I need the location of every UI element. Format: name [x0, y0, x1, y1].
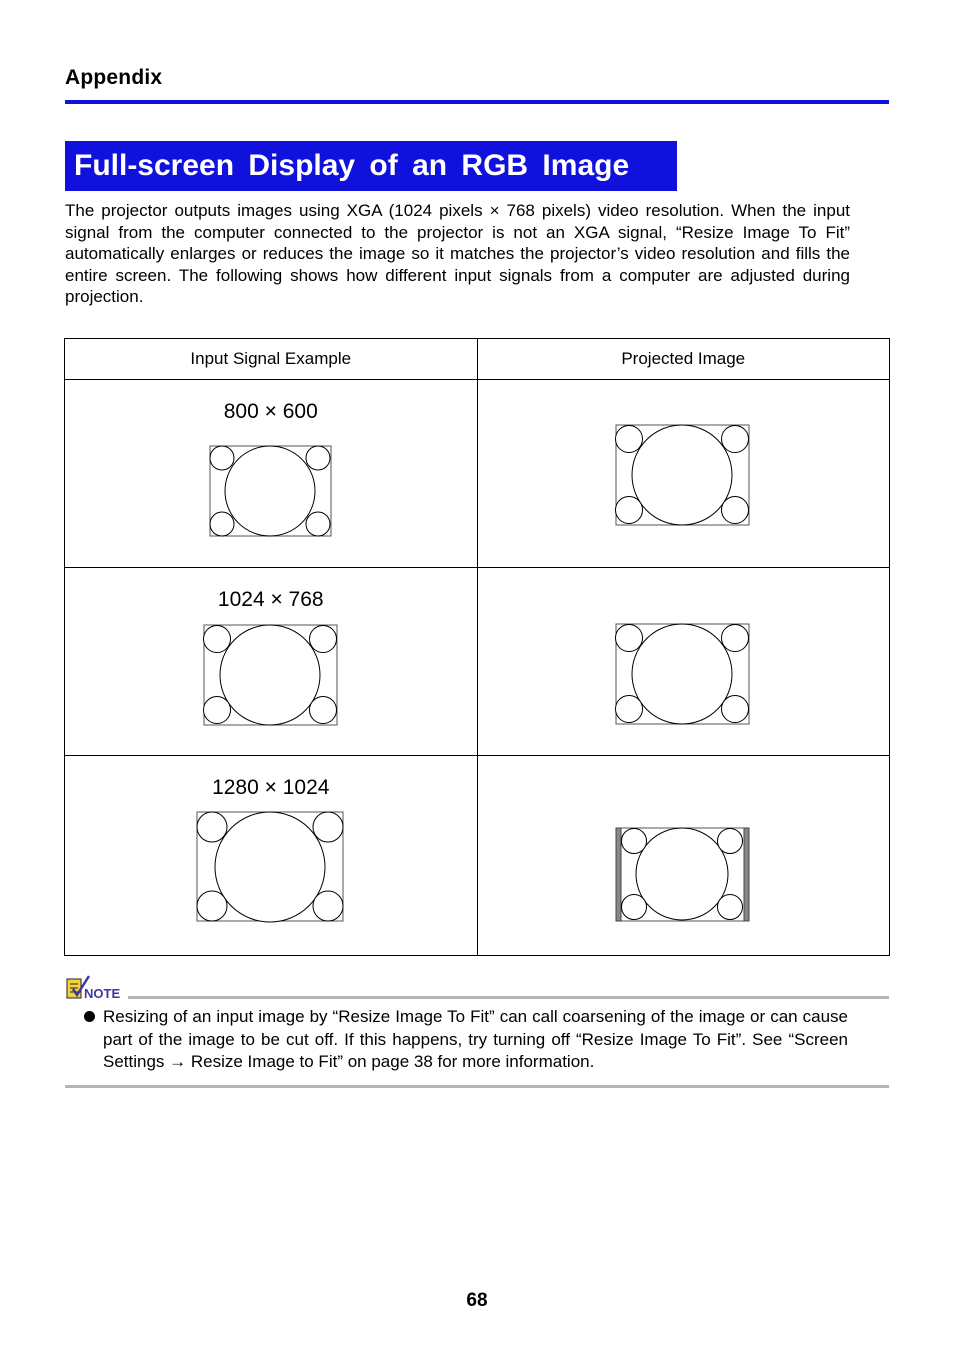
input-cell — [65, 380, 478, 568]
table-header-row — [65, 339, 890, 380]
page-title: Full-screen Display of an RGB Image — [65, 141, 677, 191]
resolution-label: 1024 × 768 — [217, 588, 324, 611]
projected-cell — [477, 756, 890, 956]
note-icon-text: NOTE — [84, 986, 121, 1001]
note-rule-bottom — [65, 1085, 889, 1088]
note-rule-top — [128, 996, 889, 999]
table-row — [65, 380, 890, 568]
input-image-figure — [196, 811, 346, 924]
intro-paragraph: The projector outputs images using XGA (1024 pixels × 768 pixels) video resolution. When the input signal from the computer connected to the projector is not an XGA signal, “Resize Image To Fit” automatically enlarges or reduces the image so it matches the projector’s video resolution and fills the entire screen. The following shows how different input signals from a computer are adjusted during projection. — [65, 201, 850, 306]
note-icon — [65, 975, 123, 1003]
input-cell — [65, 568, 478, 756]
header-rule — [65, 100, 889, 104]
projected-image-figure — [615, 827, 751, 923]
page-number: 68 — [466, 1290, 488, 1311]
table-row — [65, 756, 890, 956]
projected-cell — [477, 380, 890, 568]
projected-image-figure — [615, 424, 751, 527]
table-row — [65, 568, 890, 756]
input-image-figure — [209, 445, 333, 539]
resolution-label: 800 × 600 — [223, 400, 318, 423]
section-label: Appendix — [65, 66, 163, 89]
note-body: Resizing of an input image by “Resize Image To Fit” can call coarsening of the image or can cause part of the image to be cut off. If this happens, try turning off “Resize Image To Fit”. See “Screen Settings → Resize Image to Fit” on page 38 for more information. — [103, 1007, 848, 1071]
projected-cell — [477, 568, 890, 756]
signal-table — [64, 338, 890, 956]
resolution-label: 1280 × 1024 — [212, 776, 330, 799]
input-image-figure — [203, 624, 339, 727]
input-cell — [65, 756, 478, 956]
note-text — [103, 1006, 848, 1074]
bullet-icon — [84, 1011, 95, 1022]
column-header-projected: Projected Image — [477, 339, 890, 380]
projected-image-figure — [615, 623, 751, 726]
column-header-input: Input Signal Example — [65, 339, 478, 380]
